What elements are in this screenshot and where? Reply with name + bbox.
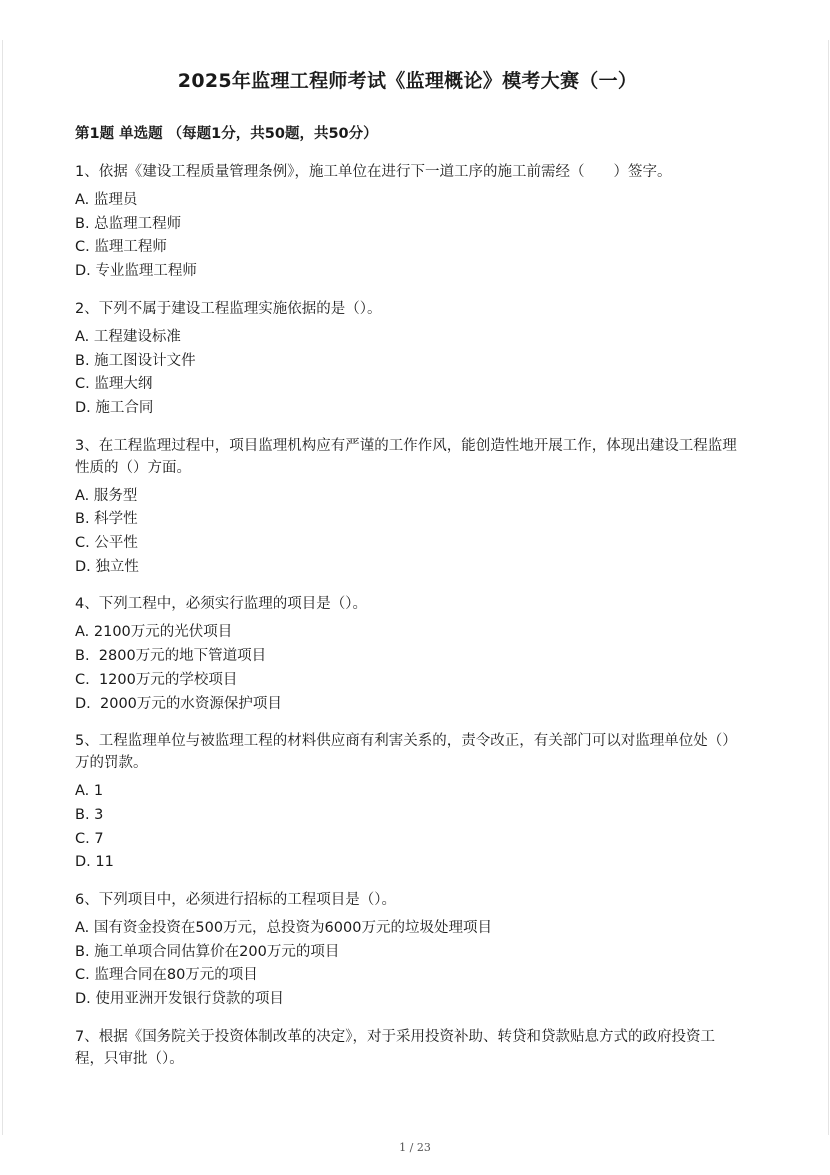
question-text: 2、下列不属于建设工程监理实施依据的是（）。 (75, 300, 382, 317)
option-c: C. 监理工程师 (75, 239, 167, 256)
option-c: C. 1200万元的学校项目 (75, 671, 238, 688)
option-a: A. 工程建设标准 (75, 328, 181, 345)
page-content (75, 66, 740, 1084)
question-2 (75, 298, 740, 421)
option-c: C. 监理合同在80万元的项目 (75, 967, 258, 984)
section-heading: 第1题 单选题 （每题1分，共50题，共50分） (75, 126, 378, 142)
option-d: D. 独立性 (75, 558, 139, 575)
option-a: A. 监理员 (75, 192, 138, 208)
question-text: 1、依据《建设工程质量管理条例》，施工单位在进行下一道工序的施工前需经（ ）签字。 (75, 164, 672, 180)
question-text: 6、下列项目中，必须进行招标的工程项目是（）。 (75, 892, 396, 909)
option-b: B. 施工单项合同估算价在200万元的项目 (75, 943, 340, 960)
option-b: B. 总监理工程师 (75, 215, 182, 232)
question-7 (75, 1026, 740, 1070)
question-text: 5、工程监理单位与被监理工程的材料供应商有利害关系的，责令改正，有关部门可以对监理单位处（）万的罚款。 (75, 733, 737, 772)
option-b: B. 科学性 (75, 511, 138, 528)
option-a: A. 2100万元的光伏项目 (75, 624, 233, 641)
option-d: D. 使用亚洲开发银行贷款的项目 (75, 991, 284, 1008)
page-indicator: 1 / 23 (399, 1141, 431, 1154)
option-b: B. 2800万元的地下管道项目 (75, 648, 267, 665)
option-c: C. 公平性 (75, 535, 138, 552)
question-text: 4、下列工程中，必须实行监理的项目是（）。 (75, 596, 367, 613)
question-text: 7、根据《国务院关于投资体制改革的决定》，对于采用投资补助、转贷和贷款贴息方式的政府投资工程，只审批（）。 (75, 1028, 715, 1067)
option-d: D. 11 (75, 854, 114, 871)
page-border-right (828, 40, 829, 1135)
option-b: B. 3 (75, 806, 104, 823)
option-c: C. 监理大纲 (75, 376, 153, 393)
question-1 (75, 161, 740, 284)
question-3 (75, 435, 740, 580)
option-a: A. 服务型 (75, 487, 138, 504)
question-4 (75, 593, 740, 716)
option-d: D. 2000万元的水资源保护项目 (75, 695, 282, 712)
page-title: 2025年监理工程师考试《监理概论》模考大赛（一） (177, 70, 638, 92)
question-5 (75, 730, 740, 875)
option-d: D. 专业监理工程师 (75, 263, 197, 280)
option-a: A. 国有资金投资在500万元，总投资为6000万元的垃圾处理项目 (75, 920, 492, 937)
page-border-left (2, 40, 3, 1135)
option-c: C. 7 (75, 830, 104, 847)
question-text: 3、在工程监理过程中，项目监理机构应有严谨的工作作风，能创造性地开展工作，体现出建设工程监理性质的（）方面。 (75, 437, 737, 476)
option-a: A. 1 (75, 783, 104, 800)
option-b: B. 施工图设计文件 (75, 352, 196, 369)
question-6 (75, 889, 740, 1012)
option-d: D. 施工合同 (75, 399, 154, 416)
